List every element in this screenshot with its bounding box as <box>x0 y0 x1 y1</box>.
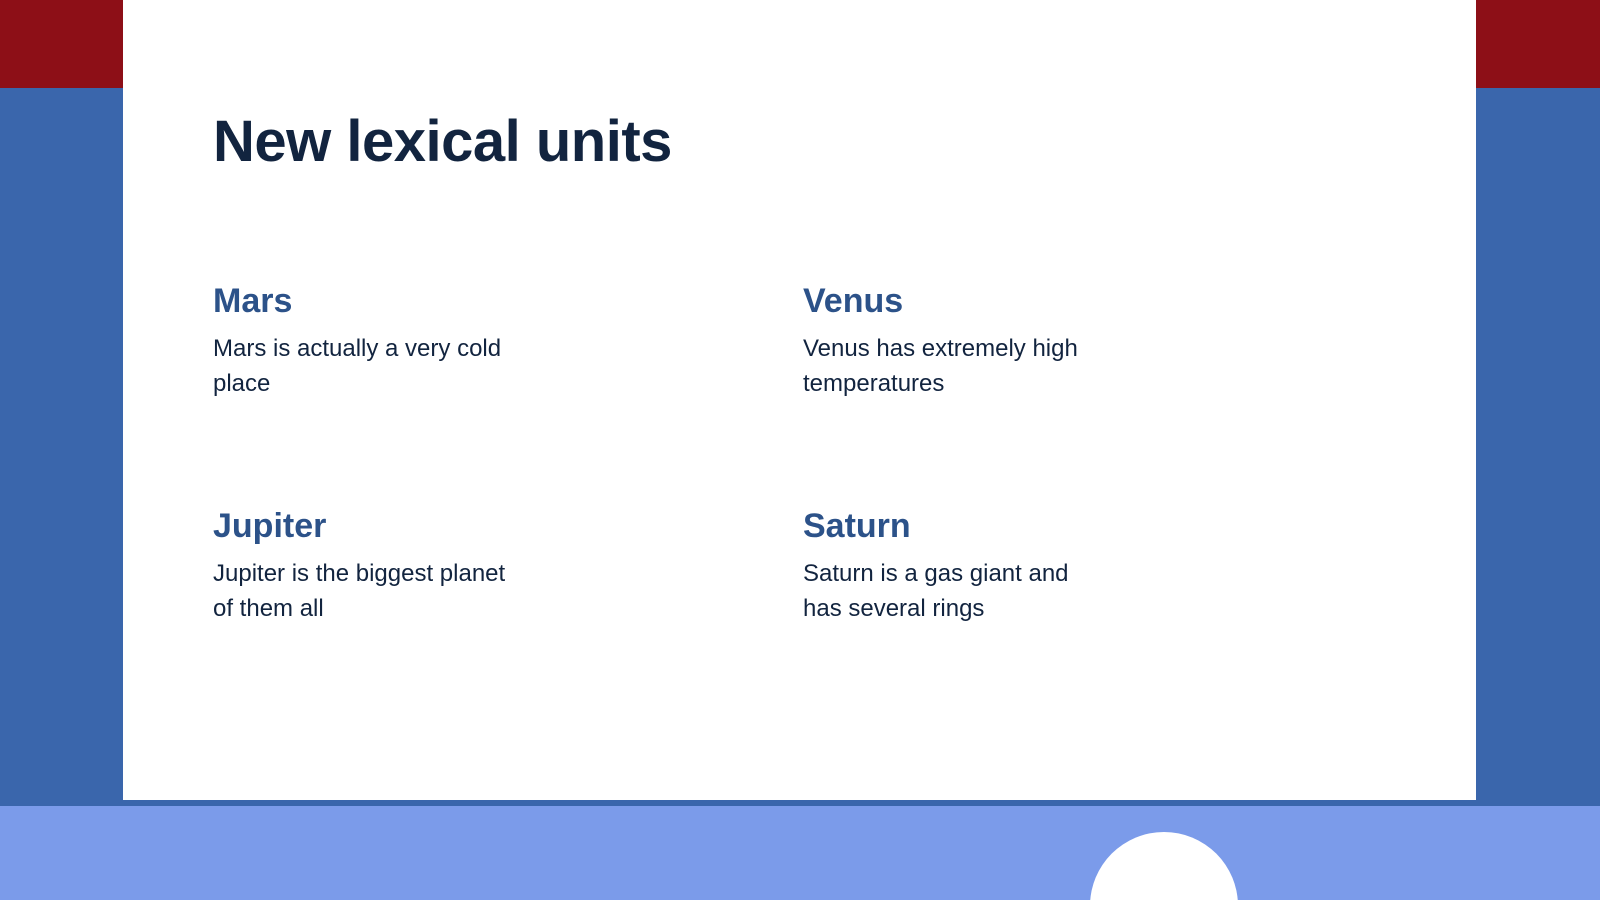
list-item-venus <box>803 283 1353 508</box>
item-heading-mars: Mars <box>213 282 293 320</box>
item-heading-jupiter: Jupiter <box>213 507 327 545</box>
item-body-mars: Mars is actually a very cold place <box>213 335 502 398</box>
slide-title: New lexical units <box>213 109 672 174</box>
list-item-jupiter <box>213 508 803 627</box>
background-band-light-blue <box>0 806 1600 900</box>
item-body-saturn: Saturn is a gas giant and has several rings <box>803 560 1069 623</box>
list-item-saturn <box>803 508 1353 627</box>
item-heading-saturn: Saturn <box>803 507 911 545</box>
slide-content-card <box>123 0 1476 800</box>
list-item-mars <box>213 283 803 508</box>
item-body-venus: Venus has extremely high temperatures <box>803 335 1078 398</box>
planet-list <box>213 283 1353 627</box>
item-heading-venus: Venus <box>803 282 904 320</box>
item-body-jupiter: Jupiter is the biggest planet of them all <box>213 560 506 623</box>
